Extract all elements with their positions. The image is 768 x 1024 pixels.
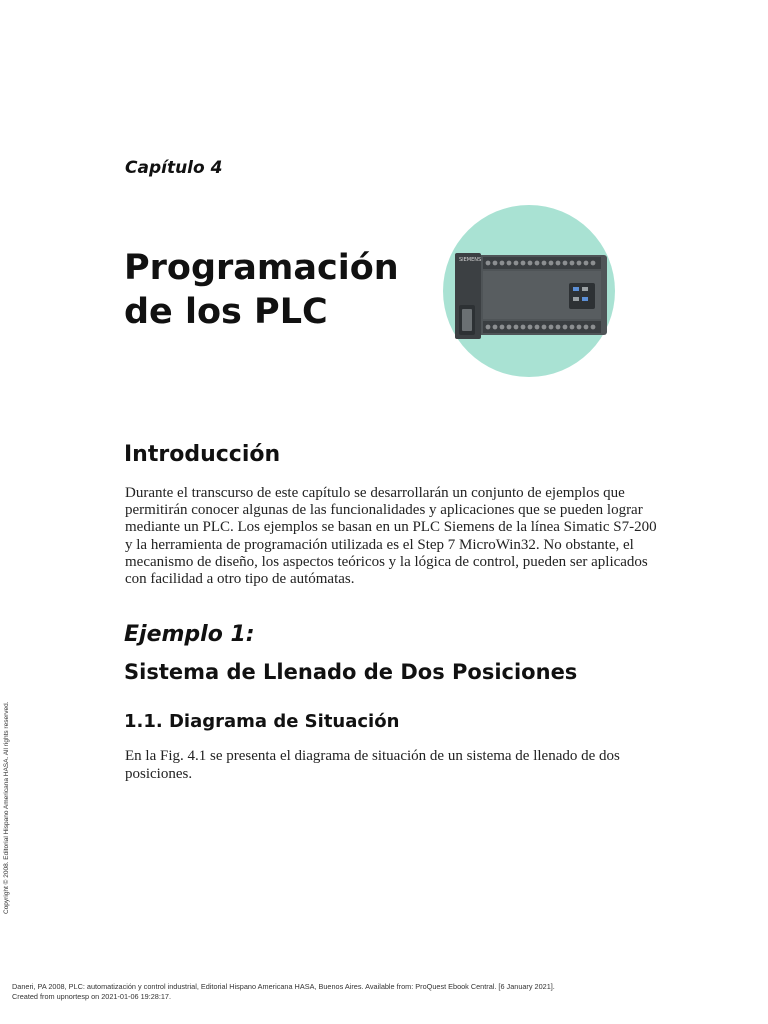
plc-port-pins bbox=[462, 309, 472, 331]
plc-illustration bbox=[443, 205, 615, 377]
side-copyright-notice: Copyright © 2008. Editorial Hispano Americana HASA. All rights reserved. bbox=[3, 701, 10, 914]
plc-brand-label: SIEMENS bbox=[459, 257, 482, 263]
section-paragraph: En la Fig. 4.1 se presenta el diagrama de situación de un sistema de llenado de dos posiciones. bbox=[125, 748, 620, 782]
introduction-paragraph: Durante el transcurso de este capítulo se desarrollarán un conjunto de ejemplos que permitirán conocer algunas de las funcionalidades y aplicaciones que se pueden lograr mediante un PLC. Los ejemplos se basan en un PLC Siemens de la línea Simatic S7-200 y la herramienta de programación utilizada es el Step 7 MicroWin32. No obstante, el mecanismo de diseño, los aspectos teóricos y la lógica de control, pueden ser aplicados con facilidad a otro tipo de autómatas. bbox=[125, 485, 657, 588]
plc-status-window bbox=[569, 283, 595, 309]
page-footer bbox=[12, 982, 752, 1001]
chapter-title-line-1: Programación bbox=[124, 248, 399, 288]
introduction-heading: Introducción bbox=[124, 442, 281, 467]
chapter-title bbox=[124, 246, 444, 334]
footer-created: Created from upnortesp on 2021-01-06 19:28:17. bbox=[12, 991, 172, 1001]
example-title: Sistema de Llenado de Dos Posiciones bbox=[124, 660, 578, 684]
footer-citation: Daneri, PA 2008, PLC: automatización y control industrial, Editorial Hispano Americana HASA, Buenos Aires. Available from: ProQuest Ebook Central. [6 January 2021]. bbox=[12, 982, 555, 991]
plc-led bbox=[582, 297, 588, 301]
example-label: Ejemplo 1: bbox=[124, 622, 255, 647]
chapter-title-line-2: de los PLC bbox=[124, 292, 328, 332]
plc-led bbox=[573, 297, 579, 301]
section-heading: 1.1. Diagrama de Situación bbox=[124, 711, 400, 732]
plc-led bbox=[582, 287, 588, 291]
plc-photo-figure bbox=[443, 205, 615, 377]
chapter-label: Capítulo 4 bbox=[125, 158, 223, 178]
plc-led bbox=[573, 287, 579, 291]
